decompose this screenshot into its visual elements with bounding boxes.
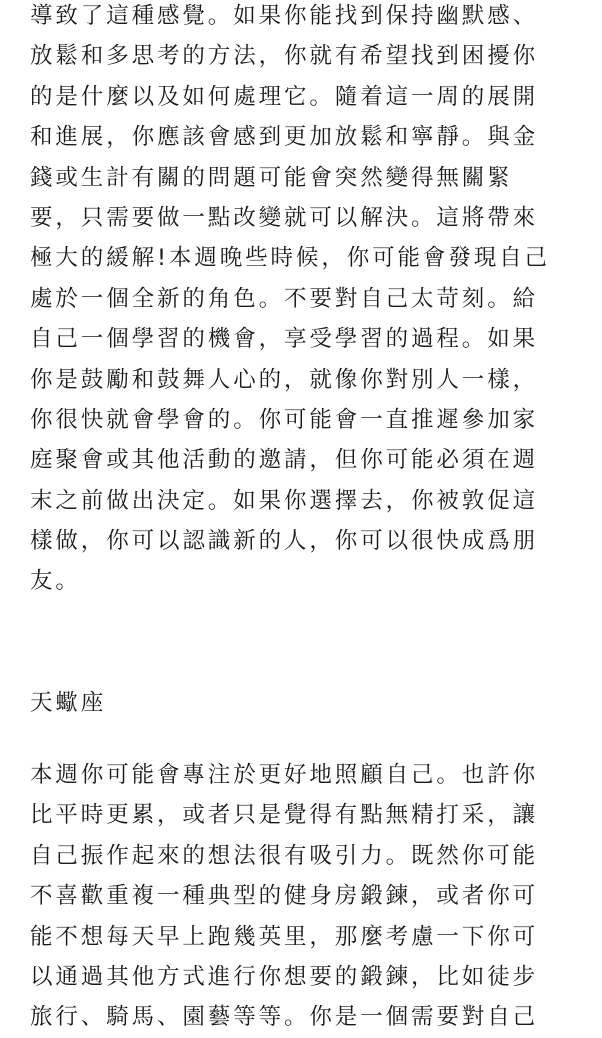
text-line: 本週你可能會專注於更好地照顧自己。也許你: [30, 762, 539, 788]
text-line: 你很快就會學會的。你可能會一直推遲參加家: [30, 406, 539, 433]
text-line: 自己一個學習的機會，享受學習的過程。如果: [30, 326, 539, 353]
text-line: 導致了這種感覺。如果你能找到保持幽默感、: [30, 3, 539, 29]
text-line: 友。: [30, 568, 81, 595]
text-line: 旅行、騎馬、園藝等等。你是一個需要對自己: [30, 1004, 539, 1031]
text-line: 你是鼓勵和鼓舞人心的，就像你對別人一樣，: [30, 366, 539, 393]
text-line: 極大的緩解!本週晚些時候，你可能會發現自己: [30, 245, 550, 272]
text-line: 放鬆和多思考的方法，你就有希望找到困擾你: [30, 43, 539, 70]
text-line: 處於一個全新的角色。不要對自己太苛刻。給: [30, 285, 539, 312]
horoscope-paragraph: [30, 0, 550, 602]
section-title-scorpio: 天蠍座: [30, 690, 107, 716]
text-line: 樣做，你可以認識新的人，你可以很快成爲朋: [30, 528, 539, 555]
text-line: 比平時更累，或者只是覺得有點無精打采，讓: [30, 802, 539, 829]
text-line: 庭聚會或其他活動的邀請，但你可能必須在週: [30, 447, 539, 474]
text-line: 末之前做出決定。如果你選擇去，你被敦促這: [30, 487, 539, 514]
text-line: 要，只需要做一點改變就可以解決。這將帶來: [30, 204, 539, 231]
text-line: 和進展，你應該會感到更加放鬆和寧靜。與金: [30, 124, 539, 151]
text-line: 的是什麼以及如何處理它。隨着這一周的展開: [30, 83, 539, 110]
text-line: 以通過其他方式進行你想要的鍛鍊，比如徒步: [30, 963, 539, 990]
text-line: 自己振作起來的想法很有吸引力。既然你可能: [30, 842, 539, 869]
text-line: 能不想每天早上跑幾英里，那麼考慮一下你可: [30, 923, 539, 950]
text-line: 不喜歡重複一種典型的健身房鍛鍊，或者你可: [30, 883, 539, 910]
text-line: 錢或生計有關的問題可能會突然變得無關緊: [30, 164, 513, 191]
horoscope-paragraph-scorpio: [30, 755, 538, 1038]
